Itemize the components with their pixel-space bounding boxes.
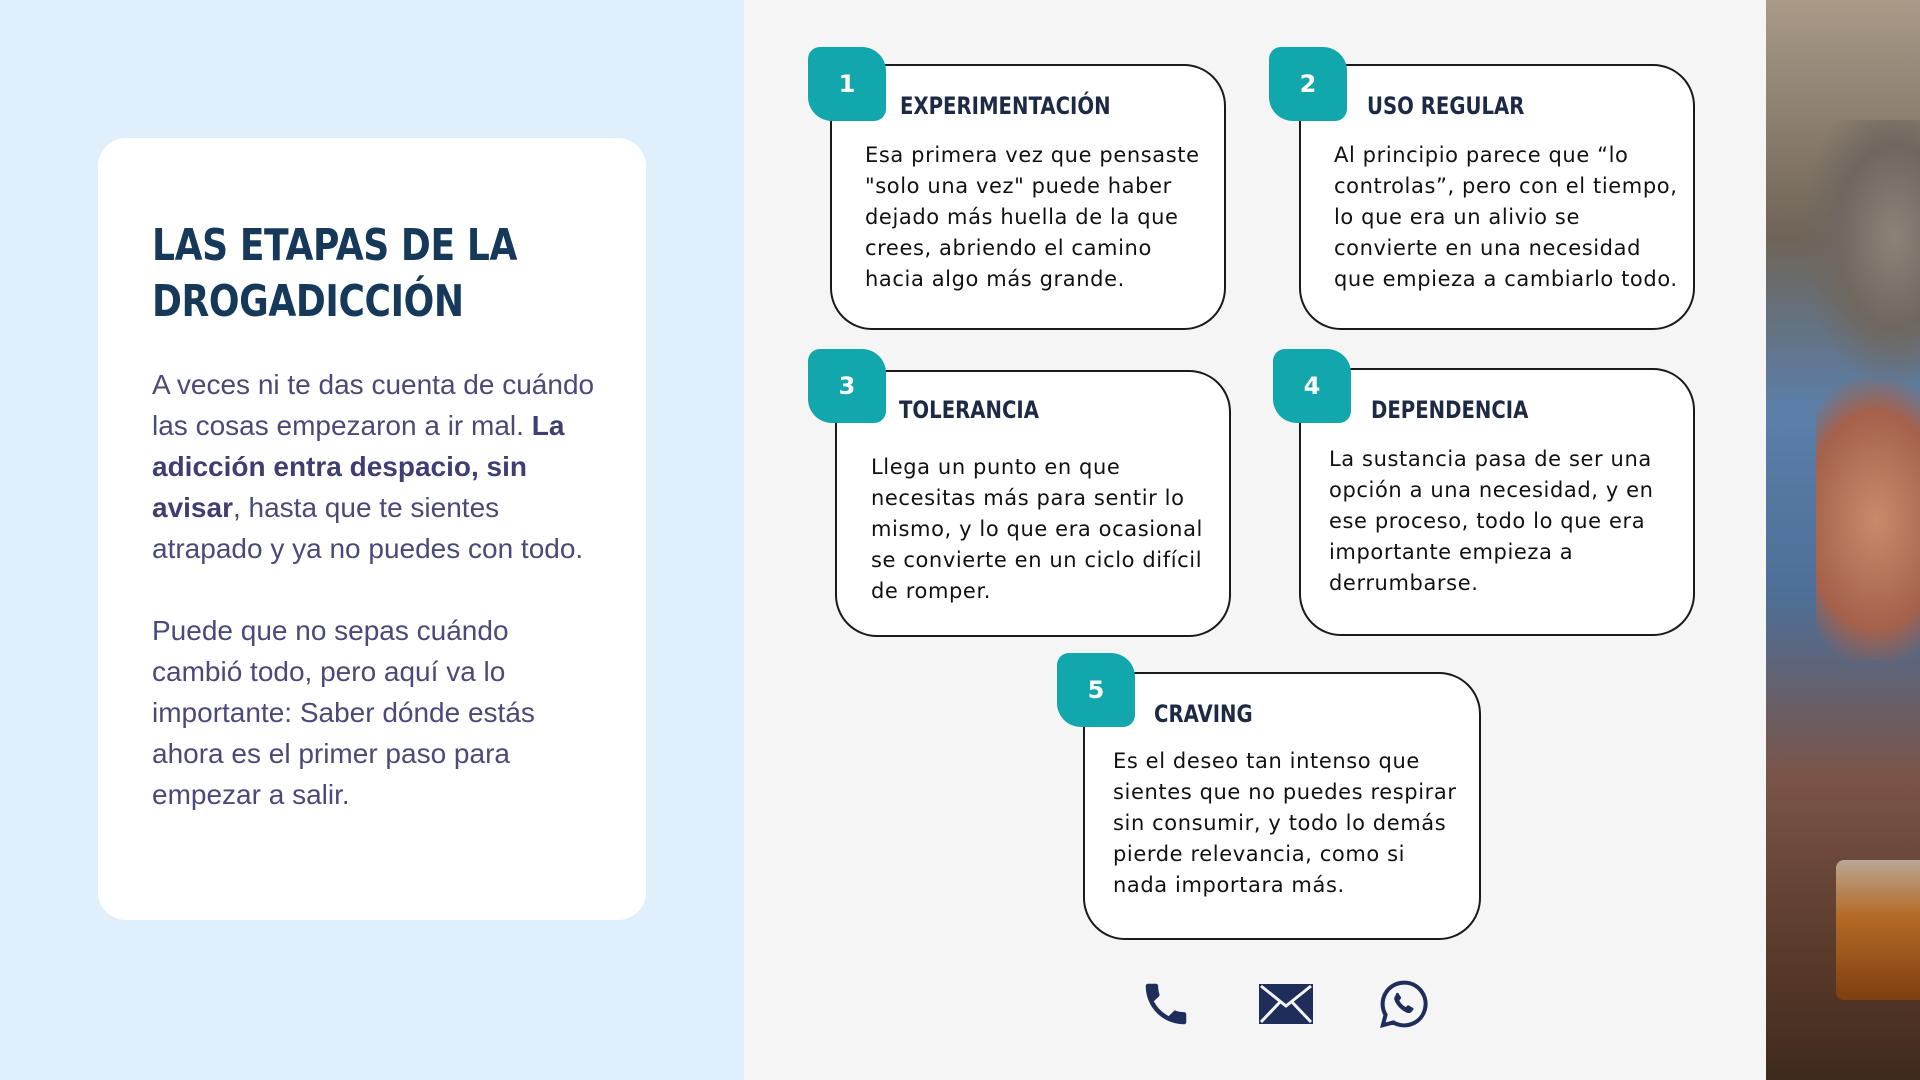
stage-5-line: pierde relevancia, como si — [1113, 842, 1406, 866]
stage-2-line: controlas”, pero con el tiempo, — [1334, 174, 1678, 198]
man-photo — [1766, 0, 1920, 1080]
stage-card-3 — [835, 370, 1231, 637]
intro-p1-bold: La adicción entra despacio, sin avisar — [152, 410, 565, 523]
stage-text-5 — [1113, 746, 1457, 901]
stage-badge-2: 2 — [1269, 47, 1347, 121]
stage-1-line: crees, abriendo el camino — [865, 236, 1152, 260]
stage-4-line: opción a una necesidad, y en — [1329, 478, 1654, 502]
stage-badge-1: 1 — [808, 47, 886, 121]
stage-4-line: ese proceso, todo lo que era — [1329, 509, 1646, 533]
stage-2-line: lo que era un alivio se — [1334, 205, 1580, 229]
stage-4-line: derrumbarse. — [1329, 571, 1479, 595]
stage-3-line: de romper. — [871, 579, 992, 603]
page-title-line-1: LAS ETAPAS DE LA — [152, 220, 517, 271]
photo-hands — [1816, 380, 1920, 660]
stage-1-line: Esa primera vez que pensaste — [865, 143, 1200, 167]
photo-head — [1806, 120, 1920, 380]
stage-3-line: necesitas más para sentir lo — [871, 486, 1185, 510]
stage-text-1 — [865, 140, 1200, 295]
stage-title-2: USO REGULAR — [1367, 92, 1525, 120]
intro-p1-end: , hasta que te sientes atrapado y ya no puedes con todo. — [152, 492, 584, 564]
stage-card-2 — [1299, 64, 1695, 330]
stage-card-1 — [830, 64, 1226, 330]
stage-3-line: mismo, y lo que era ocasional — [871, 517, 1203, 541]
intro-paragraph-2: Puede que no sepas cuándo cambió todo, pero aquí va lo importante: Saber dónde estás ahora es el primer paso para empezar a salir. — [152, 615, 535, 810]
stage-3-line: se convierte en un ciclo difícil — [871, 548, 1203, 572]
intro-paragraph-1 — [152, 364, 602, 569]
stage-title-3: TOLERANCIA — [899, 396, 1039, 424]
stage-card-4 — [1299, 368, 1695, 636]
stage-badge-5: 5 — [1057, 653, 1135, 727]
stage-5-line: Es el deseo tan intenso que — [1113, 749, 1420, 773]
stage-4-line: La sustancia pasa de ser una — [1329, 447, 1652, 471]
stage-card-5 — [1083, 672, 1481, 940]
whatsapp-icon — [1377, 977, 1431, 1031]
stage-badge-3: 3 — [808, 349, 886, 423]
email-button[interactable] — [1256, 976, 1316, 1032]
stage-2-line: Al principio parece que “lo — [1334, 143, 1629, 167]
stage-5-line: sientes que no puedes respirar — [1113, 780, 1457, 804]
stage-1-line: "solo una vez" puede haber — [865, 174, 1172, 198]
stage-badge-4: 4 — [1273, 349, 1351, 423]
stage-1-line: hacia algo más grande. — [865, 267, 1125, 291]
photo-glass — [1836, 860, 1920, 1000]
phone-icon — [1139, 977, 1193, 1031]
left-panel — [0, 0, 744, 1080]
stage-text-3 — [871, 452, 1203, 607]
intro-p1-start: A veces ni te das cuenta de cuándo las cosas empezaron a ir mal. — [152, 369, 595, 441]
stage-5-line: sin consumir, y todo lo demás — [1113, 811, 1447, 835]
page-title — [152, 218, 611, 330]
page-title-line-2: DROGADICCIÓN — [152, 276, 464, 327]
phone-button[interactable] — [1138, 976, 1194, 1032]
stage-1-line: dejado más huella de la que — [865, 205, 1179, 229]
stage-title-1: EXPERIMENTACIÓN — [900, 92, 1111, 120]
mail-icon — [1258, 982, 1314, 1026]
stage-3-line: Llega un punto en que — [871, 455, 1121, 479]
stage-title-4: DEPENDENCIA — [1371, 396, 1529, 424]
stage-text-4 — [1329, 444, 1654, 599]
stage-4-line: importante empieza a — [1329, 540, 1574, 564]
stage-5-line: nada importara más. — [1113, 873, 1345, 897]
intro-card — [98, 138, 646, 920]
stage-text-2 — [1334, 140, 1678, 295]
whatsapp-button[interactable] — [1376, 976, 1432, 1032]
stage-title-5: CRAVING — [1154, 700, 1253, 728]
stage-2-line: que empieza a cambiarlo todo. — [1334, 267, 1678, 291]
stage-2-line: convierte en una necesidad — [1334, 236, 1642, 260]
